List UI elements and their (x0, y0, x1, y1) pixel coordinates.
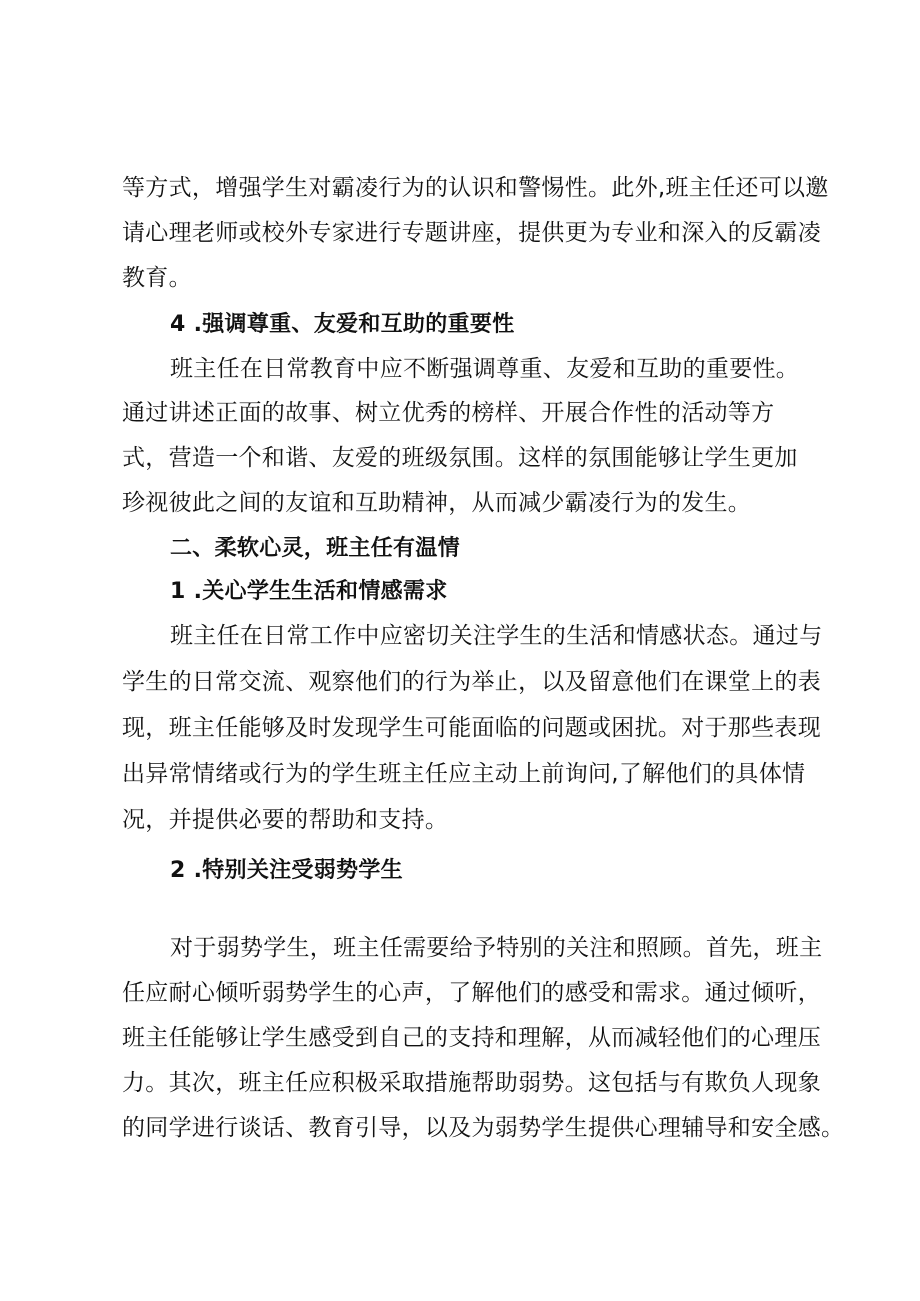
paragraph-line: 通过讲述正面的故事、树立优秀的榜样、开展合作性的活动等方 (122, 400, 775, 426)
paragraph-line: 况，并提供必要的帮助和支持。 (122, 807, 449, 833)
paragraph-line: 学生的日常交流、观察他们的行为举止，以及留意他们在课堂上的表 (122, 669, 821, 695)
paragraph-line: 教育。 (122, 265, 192, 291)
paragraph-line: 力。其次，班主任应积极采取措施帮助弱势。这包括与有欺负人现象 (122, 1070, 821, 1096)
chapter-heading-2: 二、柔软心灵，班主任有温情 (170, 536, 460, 561)
paragraph-line: 出异常情绪或行为的学生班主任应主动上前询问,了解他们的具体情 (122, 761, 806, 787)
paragraph-line: 现，班主任能够及时发现学生可能面临的问题或困扰。对于那些表现 (122, 715, 821, 741)
paragraph-line: 对于弱势学生，班主任需要给予特别的关注和照顾。首先，班主 (170, 935, 823, 961)
section-heading-4: 4 .强调尊重、友爱和互助的重要性 (170, 312, 515, 337)
paragraph-line: 班主任在日常教育中应不断强调尊重、友爱和互助的重要性。 (170, 356, 800, 382)
paragraph-line: 的同学进行谈话、教育引导，以及为弱势学生提供心理辅导和安全感。 (122, 1115, 845, 1141)
paragraph-line: 等方式，增强学生对霸凌行为的认识和警惕性。此外,班主任还可以邀 (122, 175, 829, 201)
paragraph-line: 班主任能够让学生感受到自己的支持和理解，从而减轻他们的心理压 (122, 1025, 821, 1051)
paragraph-line: 请心理老师或校外专家进行专题讲座，提供更为专业和深入的反霸凌 (122, 220, 821, 246)
section-heading-1: 1 .关心学生生活和情感需求 (170, 579, 448, 604)
paragraph-line: 班主任在日常工作中应密切关注学生的生活和情感状态。通过与 (170, 623, 823, 649)
paragraph-line: 式，营造一个和谐、友爱的班级氛围。这样的氛围能够让学生更加 (122, 445, 798, 471)
paragraph-line: 珍视彼此之间的友谊和互助精神，从而减少霸凌行为的发生。 (122, 490, 752, 516)
paragraph-line: 任应耐心倾听弱势学生的心声，了解他们的感受和需求。通过倾听， (122, 980, 821, 1006)
section-heading-2: 2 .特别关注受弱势学生 (170, 858, 403, 883)
